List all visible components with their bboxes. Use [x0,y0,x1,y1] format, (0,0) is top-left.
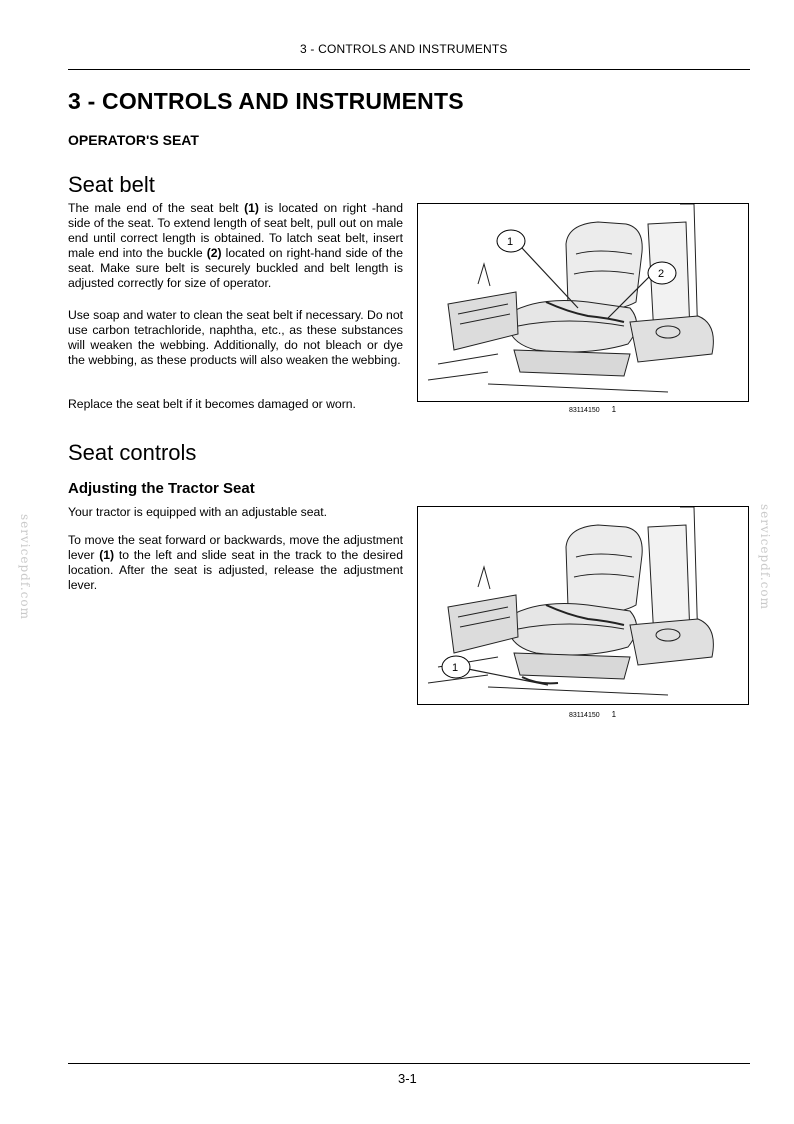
text-run: The male end of the seat belt [68,201,245,215]
figure-code: 83114150 [569,407,600,414]
watermark-right: servicepdf.com [757,504,772,610]
text-run: located on right-hand side of the seat. Make sure belt is securely buckled and belt length is adjusted correctly for size of operator. [68,246,403,290]
page-number: 3-1 [398,1071,417,1086]
seat-illustration-2 [418,507,748,704]
seat-controls-paragraph-1: Your tractor is equipped with an adjustable seat. [68,505,328,519]
text-run: To move the seat forward or backwards, move the adjustment lever [68,533,403,562]
seat-belt-figure [417,203,749,402]
seat-illustration-1 [418,204,748,401]
seat-belt-paragraph-1 [68,201,403,291]
callout-ref: (2) [206,246,222,260]
text-run: is located on right -hand side of the seat. To extend length of seat belt, pull out on male end until correct length is obtained. To latch seat belt, insert male end into the buckle [68,201,404,260]
seat-belt-heading: Seat belt [68,172,155,197]
callout-2-label: 2 [658,268,665,280]
figure-2-caption [569,710,616,719]
subsection-title: OPERATOR'S SEAT [68,132,199,148]
watermark-left: servicepdf.com [17,514,32,620]
figure-number: 1 [611,710,617,719]
figure-code: 83114150 [569,712,600,719]
callout-ref: (1) [244,201,259,215]
running-header: 3 - CONTROLS AND INSTRUMENTS [300,42,508,56]
seat-controls-heading: Seat controls [68,440,197,465]
text-run: to the left and slide seat in the track to the desired location. After the seat is adjusted, release the adjustment lever. [68,548,403,592]
header-rule [68,69,750,70]
seat-belt-paragraph-2: Use soap and water to clean the seat belt if necessary. Do not use carbon tetrachloride, naphtha, etc., as these substances will weaken the webbing. Additionally, do not bleach or dye the webbing, as these products will also weaken the webbing. [68,308,403,367]
footer-rule [68,1063,750,1064]
seat-belt-paragraph-3: Replace the seat belt if it becomes damaged or worn. [68,397,356,411]
callout-1-label: 1 [507,236,514,248]
adjusting-seat-subheading: Adjusting the Tractor Seat [68,480,255,497]
chapter-title: 3 - CONTROLS AND INSTRUMENTS [68,88,464,114]
figure-number: 1 [611,405,617,414]
seat-adjust-figure [417,506,749,705]
callout-ref: (1) [99,548,115,562]
figure-1-caption [569,405,616,414]
callout-1-label: 1 [452,662,459,674]
seat-controls-paragraph-2 [68,533,403,593]
